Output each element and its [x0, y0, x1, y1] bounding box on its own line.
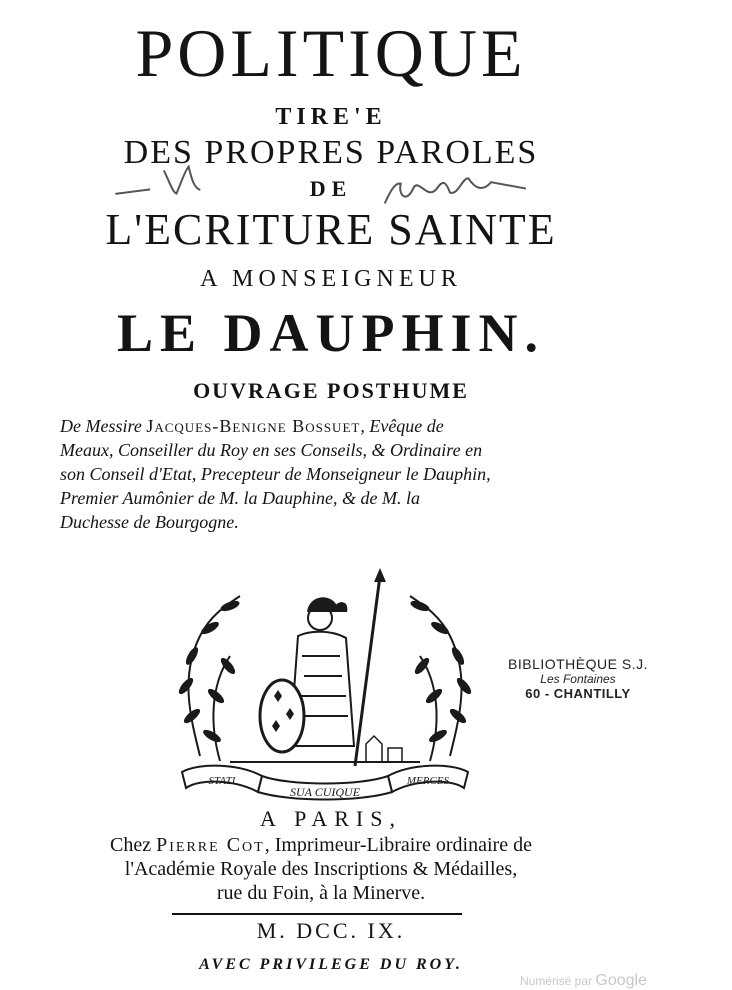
author-text-5: Duchesse de Bourgogne.: [60, 512, 239, 532]
scroll-center-text: SUA CUIQUE: [289, 785, 361, 799]
library-stamp: [508, 656, 648, 701]
printers-vignette-minerva: [170, 566, 480, 806]
stamp-line-2: Les Fontaines: [540, 672, 616, 686]
author-prefix: De Messire: [60, 416, 142, 436]
subtitle-de: DE: [309, 176, 353, 201]
stamp-line-3: 60 - CHANTILLY: [525, 686, 631, 701]
scroll-right-text: MERCES: [406, 775, 450, 787]
author-text-1: , Evêque de: [360, 416, 444, 436]
watermark-brand: Google: [595, 972, 647, 989]
imprint-date: M. DCC. IX.: [256, 918, 406, 943]
imprint-printer-line: [40, 834, 602, 857]
imprint-printer-name: Pierre Cot: [156, 834, 265, 856]
digitization-watermark: [520, 972, 647, 990]
book-title: POLITIQUE: [135, 15, 527, 91]
author-name: Jacques-Benigne Bossuet: [146, 416, 361, 436]
subtitle-ouvrage-posthume: OUVRAGE POSTHUME: [193, 378, 469, 403]
subtitle-propres-paroles: DES PROPRES PAROLES: [123, 134, 539, 171]
subtitle-a-monseigneur: A MONSEIGNEUR: [200, 266, 462, 292]
divider-rule: [172, 913, 462, 915]
watermark-prefix: Numérisé par: [520, 974, 593, 988]
imprint-printer-title: , Imprimeur-Libraire ordinaire de: [264, 834, 532, 856]
stamp-line-1: BIBLIOTHÈQUE S.J.: [508, 656, 648, 672]
author-text-4: Premier Aumônier de M. la Dauphine, & de M. la: [60, 488, 420, 508]
subtitle-ecriture-sainte: L'ECRITURE SAINTE: [105, 205, 557, 254]
imprint-address: rue du Foin, à la Minerve.: [216, 882, 426, 904]
imprint-city: A PARIS,: [259, 806, 402, 831]
author-text-3: son Conseil d'Etat, Precepteur de Monseigneur le Dauphin,: [60, 464, 491, 484]
imprint-academie: l'Académie Royale des Inscriptions & Médailles,: [124, 858, 518, 880]
handwritten-annotation-left: [108, 158, 231, 216]
scroll-left-text: STATI: [208, 775, 236, 787]
royal-privilege: AVEC PRIVILEGE DU ROY.: [199, 956, 463, 973]
subtitle-le-dauphin: LE DAUPHIN.: [116, 303, 546, 363]
author-paragraph: [60, 414, 590, 534]
author-text-2: Meaux, Conseiller du Roy en ses Conseils, & Ordinaire en: [60, 440, 483, 460]
subtitle-tiree: TIRE'E: [275, 104, 387, 130]
imprint-chez: Chez: [110, 834, 152, 856]
pen-stroke-icon: [108, 158, 230, 206]
